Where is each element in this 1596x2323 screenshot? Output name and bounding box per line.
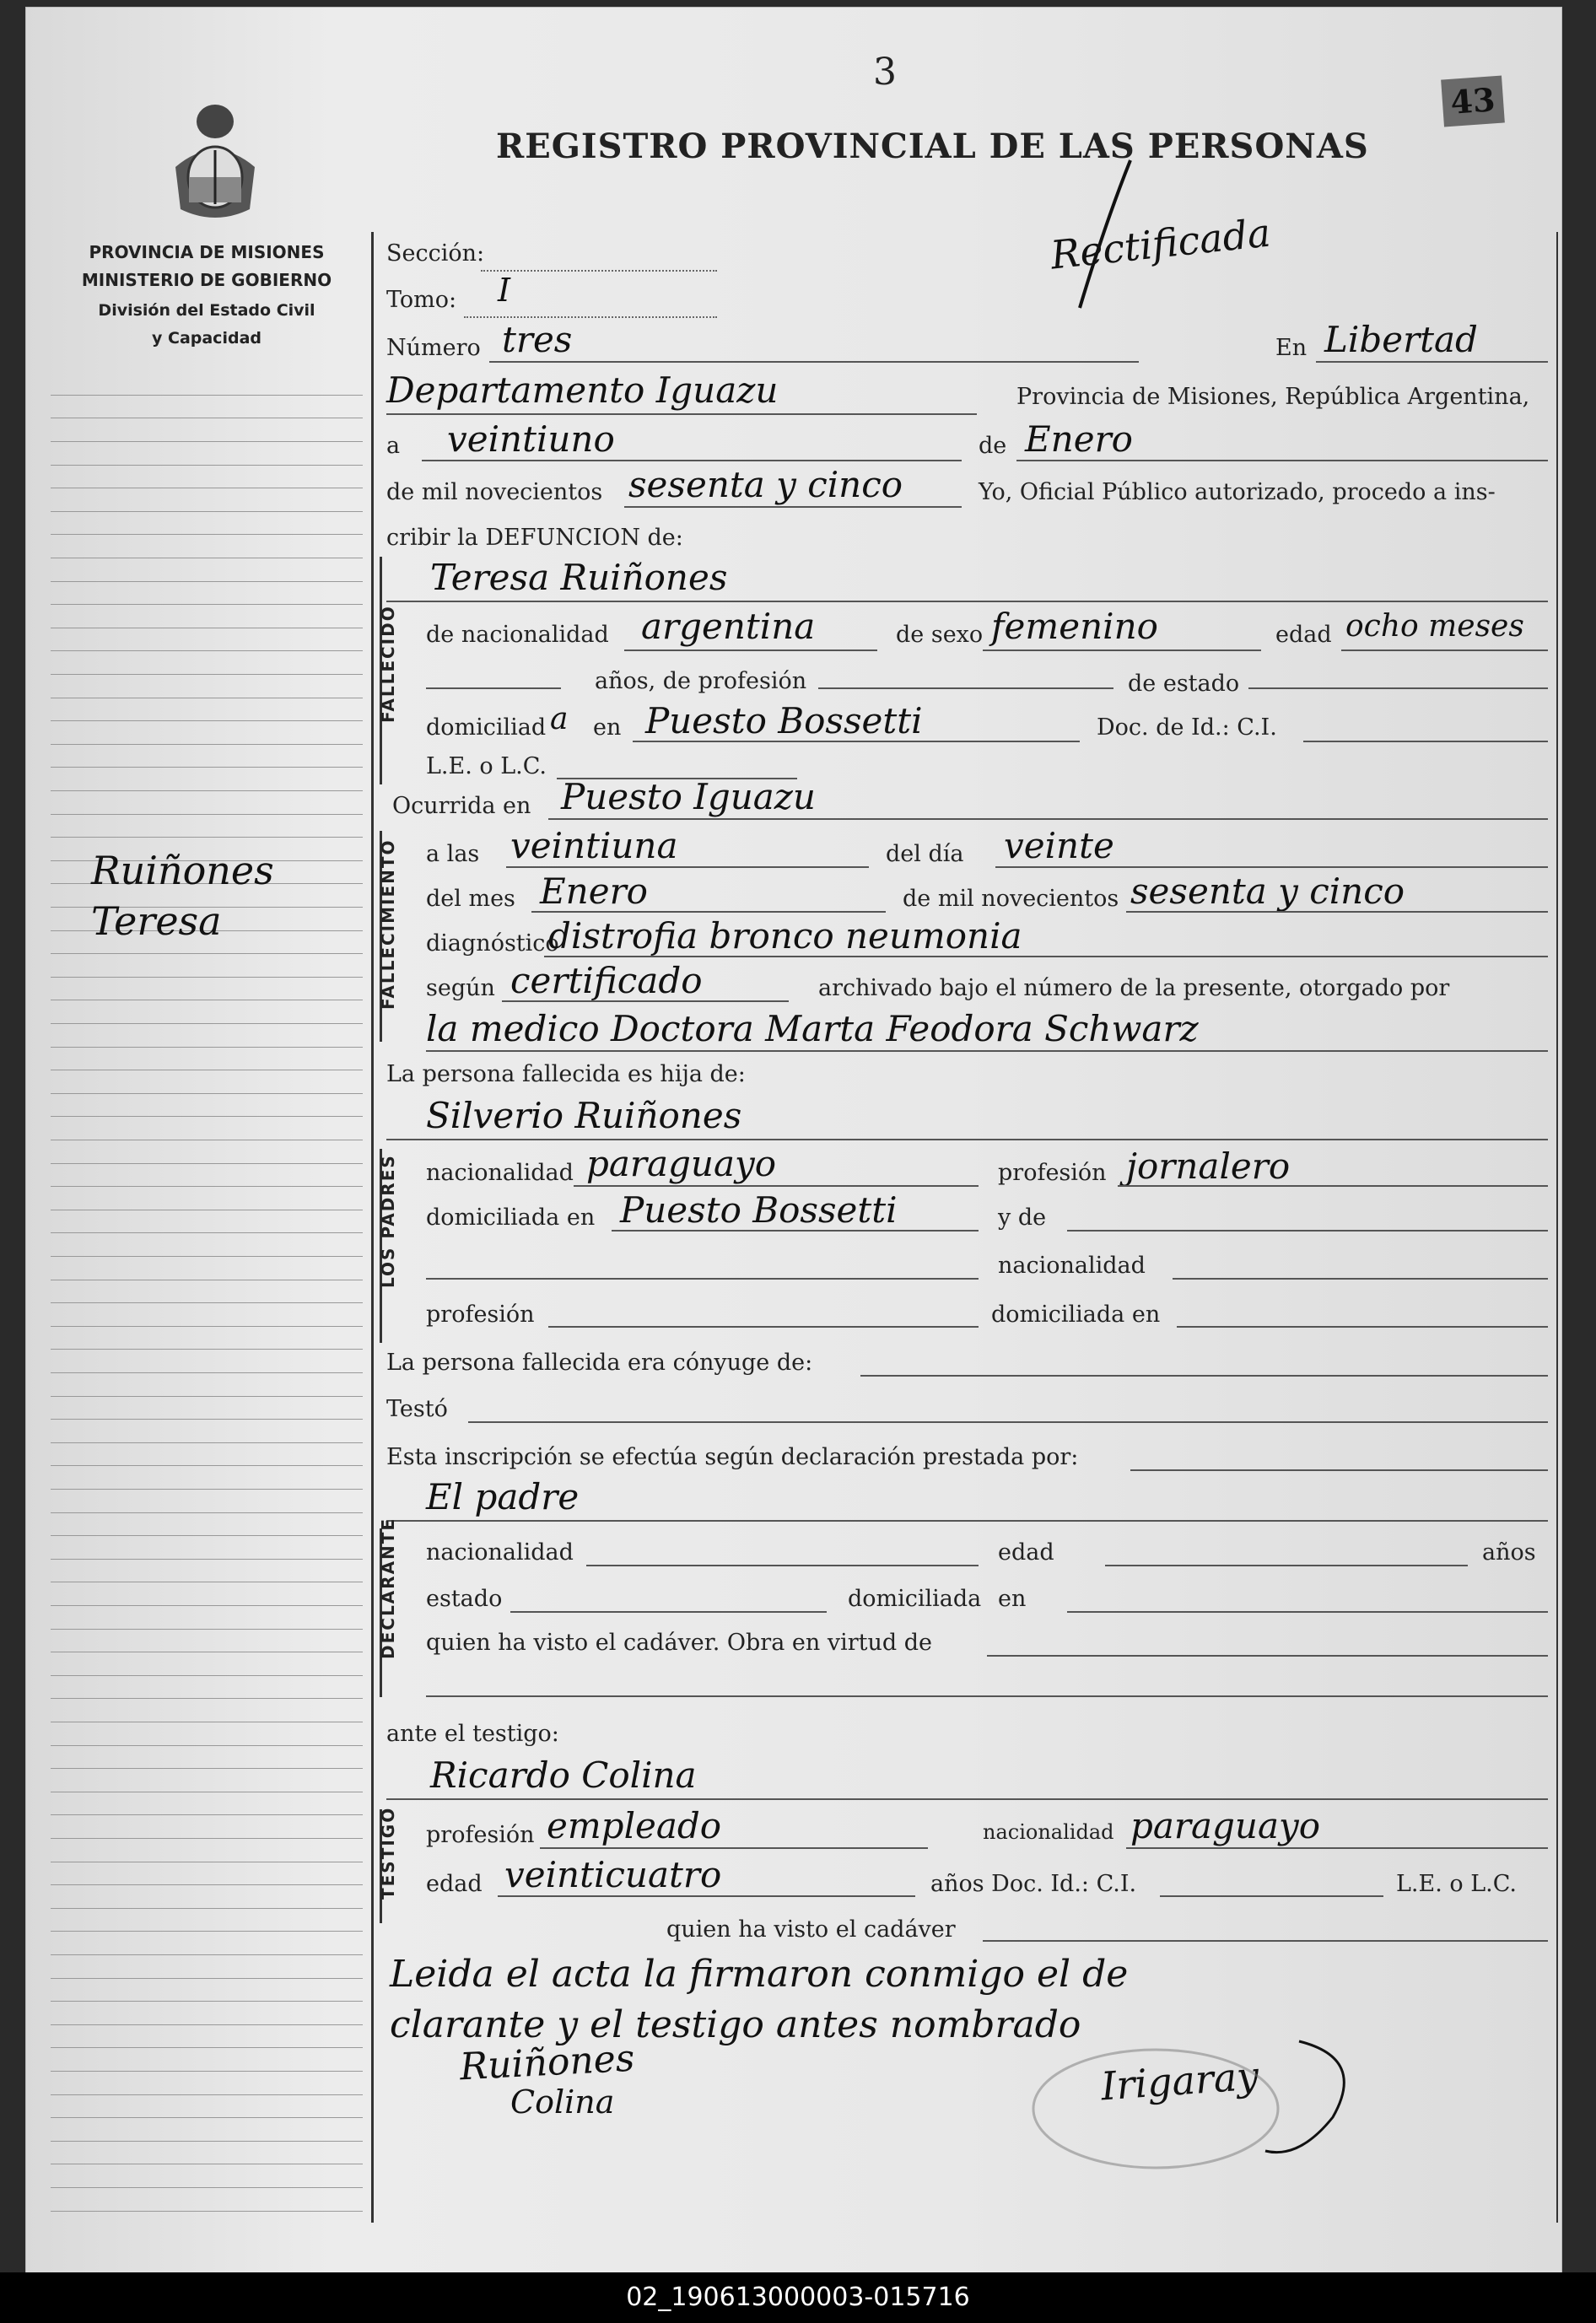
conyuge-line xyxy=(860,1375,1548,1377)
segun-label: según xyxy=(426,975,495,1001)
inscripcion-line xyxy=(1130,1469,1548,1471)
madre-line xyxy=(1067,1230,1548,1232)
testigo-profesion-line xyxy=(540,1847,928,1849)
coat-of-arms-icon xyxy=(169,100,262,228)
medico-line xyxy=(426,1050,1548,1052)
sexo-line xyxy=(983,649,1261,651)
testigo-profesion-value: empleado xyxy=(547,1805,722,1846)
signature-oficial: Irigaray xyxy=(1099,2052,1260,2110)
padre-line xyxy=(386,1139,1548,1140)
fallecimiento-section-label: FALLECIMIENTO xyxy=(378,838,398,1010)
right-border xyxy=(1556,232,1558,2223)
page-number: 3 xyxy=(873,51,897,94)
decl-edad-label: edad xyxy=(998,1539,1054,1566)
segun-value: certificado xyxy=(510,960,703,1001)
anio-value: sesenta y cinco xyxy=(628,464,903,505)
mes-fall-value: Enero xyxy=(540,870,648,912)
fallecido-section-label: FALLECIDO xyxy=(378,605,398,723)
sexo-value: femenino xyxy=(991,606,1158,647)
test-profesion-label: profesión xyxy=(426,1822,535,1848)
estado-line xyxy=(1248,687,1548,689)
en-domicilio-label: en xyxy=(593,714,622,741)
madre-profesion-label: profesión xyxy=(426,1302,535,1328)
decl-domiciliada-label: domiciliada xyxy=(848,1586,982,1612)
profesion-line xyxy=(818,687,1113,689)
madre-domicilio-line xyxy=(1177,1326,1548,1328)
anos-profesion-label: años, de profesión xyxy=(595,668,807,694)
a-label: a xyxy=(386,433,401,459)
testigo-line xyxy=(386,1798,1548,1800)
del-dia-label: del día xyxy=(886,841,964,867)
main-column-border xyxy=(371,232,374,2223)
le-lc-label: L.E. o L.C. xyxy=(426,753,547,779)
numero-value: tres xyxy=(502,319,573,360)
anio-fall-line xyxy=(1126,911,1548,913)
obra-line xyxy=(987,1655,1548,1657)
provincia-label: Provincia de Misiones, República Argentina, xyxy=(1016,384,1530,410)
testigo-edad-value: veinticuatro xyxy=(504,1854,722,1895)
madre-nacionalidad-line xyxy=(1173,1278,1548,1280)
padre-profesion-value: jornalero xyxy=(1126,1145,1291,1187)
mes-line xyxy=(1016,460,1548,461)
sexo-label: de sexo xyxy=(896,622,984,648)
de-mil-label: de mil novecientos xyxy=(386,479,603,505)
hora-line xyxy=(506,866,869,868)
testigo-section-label: TESTIGO xyxy=(378,1806,398,1900)
signature-testigo: Colina xyxy=(510,2083,615,2121)
ocurrida-label: Ocurrida en xyxy=(392,793,531,819)
testo-line xyxy=(468,1421,1548,1423)
test-le-label: L.E. o L.C. xyxy=(1396,1871,1518,1897)
declarante-section-label: DECLARANTE xyxy=(378,1517,398,1659)
test-visto-label: quien ha visto el cadáver xyxy=(666,1916,956,1943)
test-edad-label: edad xyxy=(426,1871,483,1897)
numero-label: Número xyxy=(386,335,481,361)
official-stamp xyxy=(1012,2024,1434,2176)
medico-value: la medico Doctora Marta Feodora Schwarz xyxy=(426,1008,1199,1049)
testigo-edad-line xyxy=(498,1895,915,1897)
dia-fall-line xyxy=(995,866,1548,868)
annotation-stroke xyxy=(1046,156,1156,325)
anos-line xyxy=(426,687,561,689)
ocurrida-value: Puesto Iguazu xyxy=(561,776,816,817)
issuer-line2: MINISTERIO DE GOBIERNO xyxy=(81,270,332,290)
test-nacionalidad-label: nacionalidad xyxy=(983,1820,1114,1844)
padre-nacionalidad-label: nacionalidad xyxy=(426,1160,574,1186)
padre-profesion-line xyxy=(1118,1185,1548,1187)
edad-line xyxy=(1341,649,1548,651)
nombre-value: Teresa Ruiñones xyxy=(430,557,728,598)
test-visto-line xyxy=(983,1940,1548,1942)
testigo-nacionalidad-value: paraguayo xyxy=(1130,1805,1321,1846)
signature-declarante: Ruiñones xyxy=(458,2036,636,2089)
estado-label: de estado xyxy=(1128,671,1240,697)
declarante-value: El padre xyxy=(426,1476,580,1517)
departamento-value: Departamento Iguazu xyxy=(386,369,779,411)
edad-label: edad xyxy=(1275,622,1332,648)
en-label: En xyxy=(1275,335,1308,361)
padre-value: Silverio Ruiñones xyxy=(426,1095,742,1136)
rectificada-annotation: Rectificada xyxy=(1048,209,1273,278)
dia-value: veintiuno xyxy=(447,418,615,460)
domiciliad-suffix: a xyxy=(550,702,569,736)
nacionalidad-line xyxy=(624,649,877,651)
tomo-line xyxy=(464,316,717,318)
ocurrida-line xyxy=(548,818,1548,820)
anio-fall-value: sesenta y cinco xyxy=(1130,870,1405,912)
madre-name-line xyxy=(426,1278,979,1280)
nacionalidad-label: de nacionalidad xyxy=(426,622,609,648)
inscripcion-label: Esta inscripción se efectúa según declaración prestada por: xyxy=(386,1444,1079,1470)
document-title: REGISTRO PROVINCIAL DE LAS PERSONAS xyxy=(496,127,1369,166)
margin-note-surname: Ruiñones xyxy=(91,848,274,893)
dia-fall-value: veinte xyxy=(1004,825,1114,866)
inscribir-label: cribir la DEFUNCION de: xyxy=(386,525,683,551)
de-label: de xyxy=(979,433,1007,459)
decl-estado-label: estado xyxy=(426,1586,503,1612)
seccion-label: Sección: xyxy=(386,240,485,267)
hora-value: veintiuna xyxy=(510,825,678,866)
edad-value: ocho meses xyxy=(1345,609,1524,644)
diagnostico-label: diagnóstico xyxy=(426,930,559,957)
doc-id-line xyxy=(1303,741,1548,742)
padres-section-label: LOS PADRES xyxy=(378,1154,398,1288)
yo-oficial-label: Yo, Oficial Público autorizado, procedo a ins- xyxy=(979,479,1496,505)
decl-domicilio-line xyxy=(1067,1611,1548,1613)
padre-profesion-label: profesión xyxy=(998,1160,1107,1186)
padre-nacionalidad-line xyxy=(574,1185,979,1187)
decl-en-label: en xyxy=(998,1586,1027,1612)
diagnostico-line xyxy=(544,956,1548,957)
testigo-nacionalidad-line xyxy=(1126,1847,1548,1849)
domiciliad-label: domiciliad xyxy=(426,714,547,741)
testo-label: Testó xyxy=(386,1396,448,1422)
madre-nacionalidad-label: nacionalidad xyxy=(998,1253,1146,1279)
de-mil-fall-label: de mil novecientos xyxy=(903,886,1119,912)
ante-testigo-label: ante el testigo: xyxy=(386,1721,559,1747)
nombre-line xyxy=(386,601,1548,602)
y-de-label: y de xyxy=(998,1205,1047,1231)
testigo-value: Ricardo Colina xyxy=(430,1754,697,1796)
doc-id-label: Doc. de Id.: C.I. xyxy=(1097,714,1277,741)
diagnostico-value: distrofia bronco neumonia xyxy=(548,915,1022,957)
test-anos-label: años Doc. Id.: C.I. xyxy=(930,1871,1137,1897)
mes-value: Enero xyxy=(1025,418,1133,460)
del-mes-label: del mes xyxy=(426,886,515,912)
numero-line xyxy=(489,361,1139,363)
corner-stamp xyxy=(1441,76,1505,127)
closing-line2: clarante y el testigo antes nombrado xyxy=(390,2003,1081,2046)
a-las-label: a las xyxy=(426,841,480,867)
seccion-line xyxy=(481,270,717,272)
decl-nacionalidad-line xyxy=(586,1565,979,1566)
departamento-line xyxy=(386,413,977,415)
margin-note-name: Teresa xyxy=(91,898,222,944)
domicilio-value: Puesto Bossetti xyxy=(645,700,923,741)
file-id: 02_190613000003-015716 xyxy=(626,2283,970,2312)
tomo-label: Tomo: xyxy=(386,287,457,313)
corner-number: 43 xyxy=(1449,80,1496,121)
dia-line xyxy=(422,460,962,461)
decl-nacionalidad-label: nacionalidad xyxy=(426,1539,574,1566)
domicilio-line xyxy=(633,741,1080,742)
file-id-bar xyxy=(0,2272,1596,2323)
segun-line xyxy=(502,1000,789,1002)
conyuge-label: La persona fallecida era cónyuge de: xyxy=(386,1350,813,1376)
quien-visto-label: quien ha visto el cadáver. Obra en virtud de xyxy=(426,1630,933,1656)
padre-domicilio-line xyxy=(612,1230,979,1232)
archivado-label: archivado bajo el número de la presente, otorgado por xyxy=(818,975,1450,1001)
padre-domiciliada-label: domiciliada en xyxy=(426,1205,596,1231)
padre-nacionalidad-value: paraguayo xyxy=(586,1143,777,1184)
decl-estado-line xyxy=(510,1611,827,1613)
lugar-value: Libertad xyxy=(1324,319,1478,360)
padre-domicilio-value: Puesto Bossetti xyxy=(620,1189,898,1231)
anio-line xyxy=(624,506,962,508)
decl-anos-label: años xyxy=(1482,1539,1536,1566)
issuer-line4: y Capacidad xyxy=(152,329,262,348)
testigo-ci-line xyxy=(1160,1895,1383,1897)
mes-fall-line xyxy=(531,911,886,913)
closing-line1: Leida el acta la firmaron conmigo el de xyxy=(390,1953,1129,1996)
nacionalidad-value: argentina xyxy=(641,606,816,647)
lugar-line xyxy=(1316,361,1548,363)
tomo-value: I xyxy=(498,272,511,309)
decl-extra-line xyxy=(426,1695,1548,1697)
decl-edad-line xyxy=(1105,1565,1468,1566)
hija-de-label: La persona fallecida es hija de: xyxy=(386,1061,746,1087)
issuer-line1: PROVINCIA DE MISIONES xyxy=(89,242,325,262)
declarante-line xyxy=(386,1520,1548,1522)
madre-profesion-line xyxy=(548,1326,979,1328)
madre-domiciliada-label: domiciliada en xyxy=(991,1302,1161,1328)
issuer-line3: División del Estado Civil xyxy=(98,301,315,320)
